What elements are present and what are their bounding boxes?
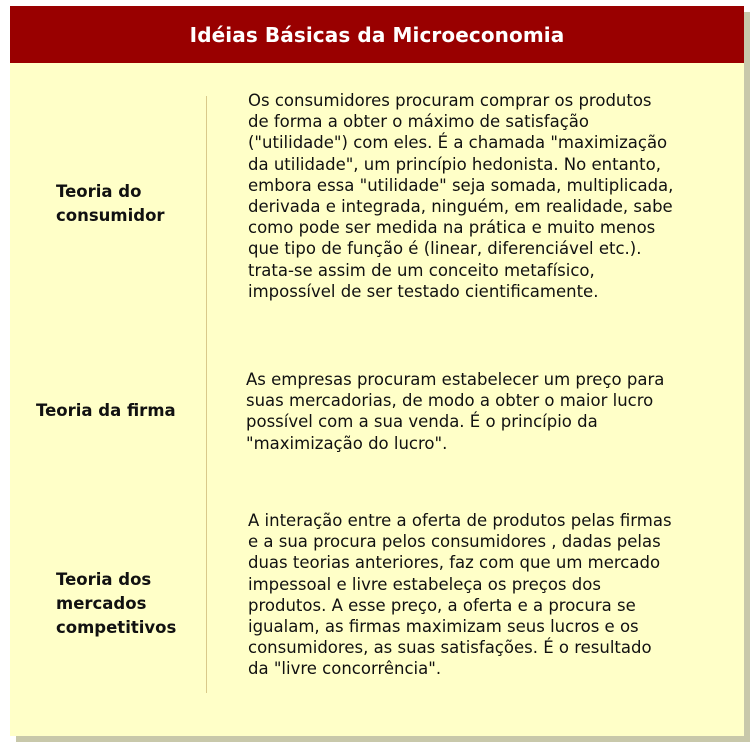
text-line: consumidores, as suas satisfações. É o resultado — [248, 638, 652, 658]
text-line: e a sua procura pelos consumidores , dadas pelas — [248, 532, 661, 552]
row-text-competitive-markets — [248, 510, 672, 680]
text-line: impessoal e livre estabeleça os preços dos — [248, 574, 601, 594]
label-line: Teoria dos — [56, 570, 152, 589]
text-line: duas teorias anteriores, faz com que um mercado — [248, 553, 661, 573]
label-line: Teoria da firma — [36, 401, 176, 420]
text-line: da "livre concorrência". — [248, 659, 442, 679]
text-line: produtos. A esse preço, a oferta e a procura se — [248, 595, 636, 615]
text-line: A interação entre a oferta de produtos pelas firmas — [248, 511, 672, 530]
text-line: trata-se assim de um conceito metafísico, — [248, 260, 595, 280]
label-line: consumidor — [56, 206, 165, 225]
text-line: As empresas procuram estabelecer um preço para — [246, 370, 665, 389]
row-text-consumer-theory — [248, 90, 673, 302]
text-line: "maximização do lucro". — [246, 433, 448, 453]
label-line: mercados — [56, 594, 147, 613]
label-line: competitivos — [56, 618, 177, 637]
microeconomics-card — [10, 6, 744, 736]
text-line: da utilidade", um princípio hedonista. No entanto, — [248, 154, 661, 174]
row-text-firm-theory — [246, 369, 664, 454]
text-line: como pode ser medida na prática e muito menos — [248, 218, 656, 238]
text-line: embora essa "utilidade" seja somada, multiplicada, — [248, 175, 674, 195]
column-divider — [206, 96, 207, 693]
text-line: de forma a obter o máximo de satisfação — [248, 112, 589, 132]
text-line: suas mercadorias, de modo a obter o maior lucro — [246, 391, 654, 411]
row-label-competitive-markets — [56, 568, 176, 640]
row-label-consumer-theory — [56, 180, 165, 228]
text-line: derivada e integrada, ninguém, em realidade, sabe — [248, 197, 673, 217]
text-line: que tipo de função é (linear, diferenciável etc.). — [248, 239, 642, 259]
title-bar — [10, 6, 744, 63]
text-line: ("utilidade") com eles. É a chamada "maximização — [248, 133, 668, 153]
text-line: Os consumidores procuram comprar os produtos — [248, 91, 652, 110]
text-line: impossível de ser testado cientificamente. — [248, 281, 599, 301]
text-line: possível com a sua venda. É o princípio da — [246, 412, 598, 432]
page-title: Idéias Básicas da Microeconomia — [189, 22, 565, 47]
text-line: igualam, as firmas maximizam seus lucros e os — [248, 617, 639, 637]
row-label-firm-theory — [36, 399, 176, 423]
label-line: Teoria do — [56, 182, 142, 201]
